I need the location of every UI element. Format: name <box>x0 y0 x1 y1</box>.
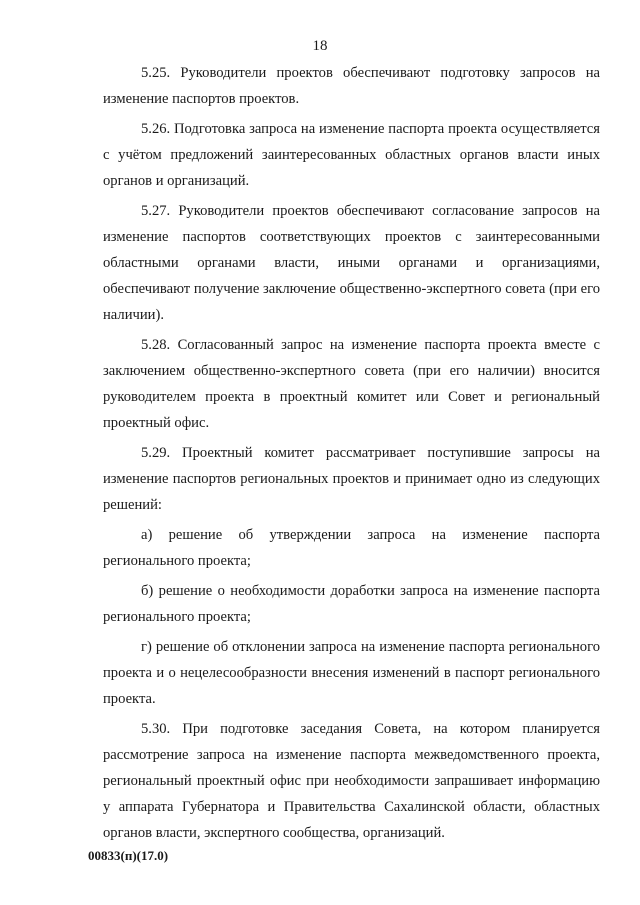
paragraph-option-g: г) решение об отклонении запроса на изменение паспорта регионального проекта и о нецелесообразности внесения изменений в паспорт регионального проекта. <box>103 639 600 707</box>
paragraph-option-a: а) решение об утверждении запроса на изменение паспорта регионального проекта; <box>103 527 600 569</box>
document-body <box>103 60 600 850</box>
paragraph-5-26: 5.26. Подготовка запроса на изменение паспорта проекта осуществляется с учётом предложений заинтересованных областных органов власти иных органов и организаций. <box>103 121 600 189</box>
page-number: 18 <box>312 38 328 54</box>
paragraph-5-27: 5.27. Руководители проектов обеспечивают согласование запросов на изменение паспортов соответствующих проектов с заинтересованными областными органами власти, иными органами и организациями, обеспечивают получение заключение общественно-экспертного совета (при его наличии). <box>103 203 600 323</box>
paragraph-5-29: 5.29. Проектный комитет рассматривает поступившие запросы на изменение паспортов региональных проектов и принимает одно из следующих решений: <box>103 445 600 513</box>
paragraph-5-25: 5.25. Руководители проектов обеспечивают подготовку запросов на изменение паспортов проектов. <box>103 65 600 107</box>
paragraph-5-28: 5.28. Согласованный запрос на изменение паспорта проекта вместе с заключением общественно-экспертного совета (при его наличии) вносится руководителем проекта в проектный комитет или Совет и региональный проектный офис. <box>103 337 600 431</box>
paragraph-5-30: 5.30. При подготовке заседания Совета, на котором планируется рассмотрение запроса на изменение паспорта межведомственного проекта, региональный проектный офис при необходимости запрашивает информацию у аппарата Губернатора и Правительства Сахалинской области, областных органов власти, экспертного сообщества, организаций. <box>103 721 600 841</box>
document-code: 00833(п)(17.0) <box>88 848 169 863</box>
paragraph-option-b: б) решение о необходимости доработки запроса на изменение паспорта регионального проекта; <box>103 583 600 625</box>
